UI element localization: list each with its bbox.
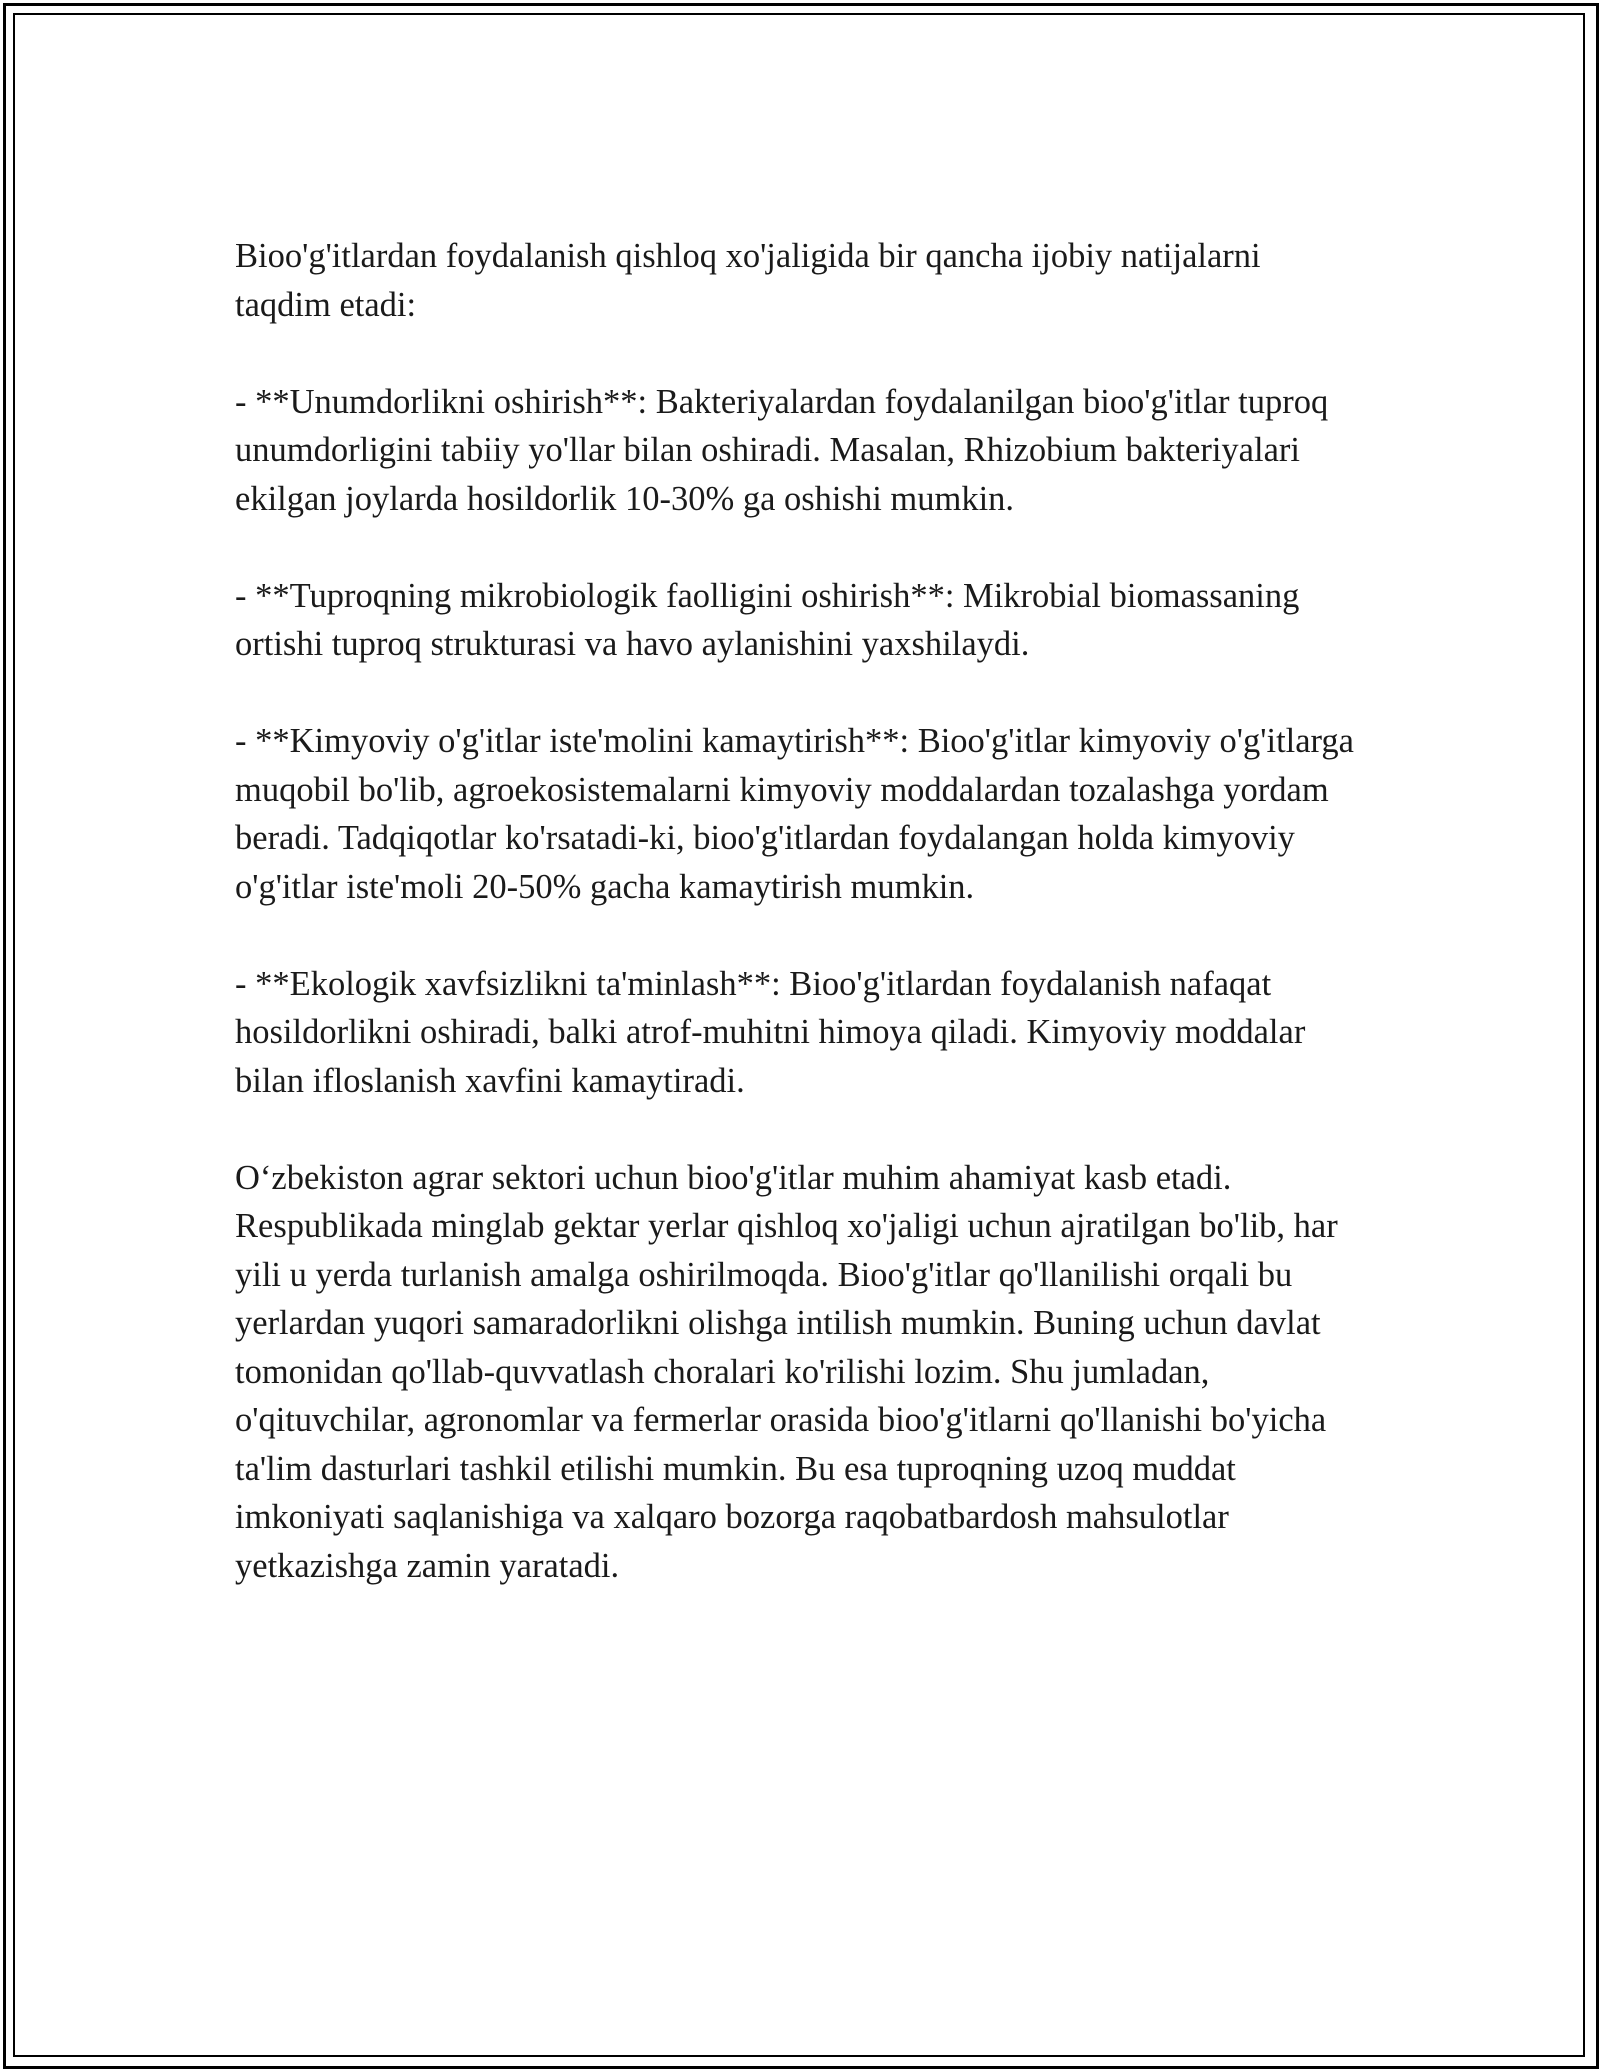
bullet-ecology: - **Ekologik xavfsizlikni ta'minlash**: Bioo'g'itlardan foydalanish nafaqat hosildorlikni oshiradi, balki atrof-muhitni himoya qiladi. Kimyoviy moddalar bilan ifloslanish xavfini kamaytiradi. <box>235 964 1306 1100</box>
document-body <box>235 232 1365 1590</box>
bullet-chemical-reduction: - **Kimyoviy o'g'itlar iste'molini kamaytirish**: Bioo'g'itlar kimyoviy o'g'itlarga muqobil bo'lib, agroekosistemalarni kimyoviy moddalardan tozalashga yordam beradi. Tadqiqotlar ko'rsatadi-ki, bioo'g'itlardan foydalangan holda kimyoviy o'g'itlar iste'moli 20-50% gacha kamaytirish mumkin. <box>235 722 1354 906</box>
bullet-microbiology: - **Tuproqning mikrobiologik faolligini oshirish**: Mikrobial biomassaning ortishi tuproq strukturasi va havo aylanishini yaxshilaydi. <box>235 576 1300 663</box>
conclusion-paragraph: O‘zbekiston agrar sektori uchun bioo'g'itlar muhim ahamiyat kasb etadi. Respublikada minglab gektar yerlar qishloq xo'jaligi uchun ajratilgan bo'lib, har yili u yerda turlanish amalga oshirilmoqda. Bioo'g'itlar qo'llanilishi orqali bu yerlardan yuqori samaradorlikni olishga intilish mumkin. Buning uchun davlat tomonidan qo'llab-quvvatlash choralari ko'rilishi lozim. Shu jumladan, o'qituvchilar, agronomlar va fermerlar orasida bioo'g'itlarni qo'llanishi bo'yicha ta'lim dasturlari tashkil etilishi mumkin. Bu esa tuproqning uzoq muddat imkoniyati saqlanishiga va xalqaro bozorga raqobatbardosh mahsulotlar yetkazishga zamin yaratadi. <box>235 1158 1338 1585</box>
bullet-fertility: - **Unumdorlikni oshirish**: Bakteriyalardan foydalanilgan bioo'g'itlar tuproq unumdorligini tabiiy yo'llar bilan oshiradi. Masalan, Rhizobium bakteriyalari ekilgan joylarda hosildorlik 10-30% ga oshishi mumkin. <box>235 382 1329 518</box>
intro-paragraph: Bioo'g'itlardan foydalanish qishloq xo'jaligida bir qancha ijobiy natijalarni taqdim etadi: <box>235 237 1261 324</box>
